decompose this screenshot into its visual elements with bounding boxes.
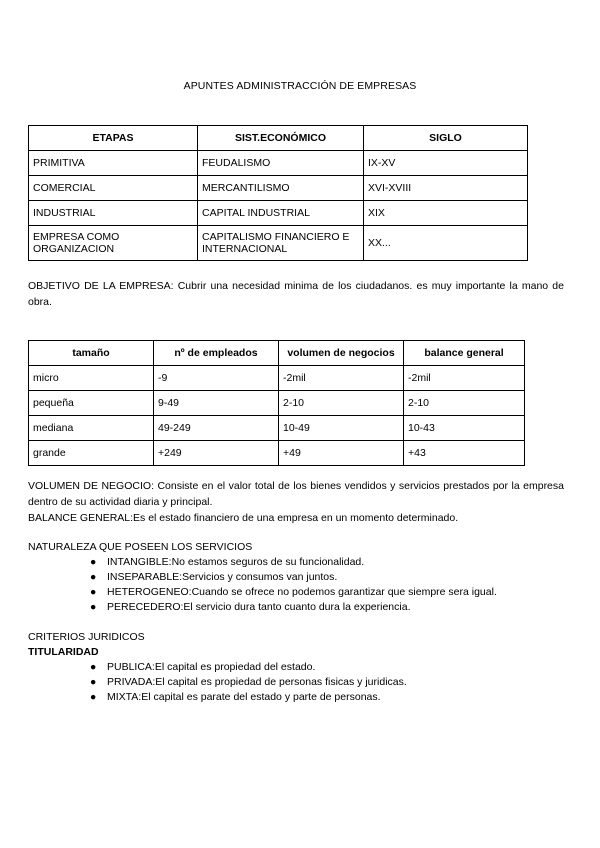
table-cell: EMPRESA COMO ORGANIZACION bbox=[29, 226, 198, 261]
table-cell: COMERCIAL bbox=[29, 176, 198, 201]
page-title: APUNTES ADMINISTRACCIÓN DE EMPRESAS bbox=[183, 80, 417, 92]
bullet-icon: ● bbox=[90, 691, 97, 703]
table-row bbox=[29, 176, 528, 201]
list-item bbox=[90, 555, 497, 570]
table-cell: CAPITAL INDUSTRIAL bbox=[198, 201, 364, 226]
naturaleza-list bbox=[90, 555, 497, 615]
balance-paragraph: BALANCE GENERAL:Es el estado financiero de una empresa en un momento determinado. bbox=[28, 512, 459, 524]
table-cell: 2-10 bbox=[279, 391, 404, 416]
list-item-text: PRIVADA:El capital es propiedad de personas fisicas y juridicas. bbox=[107, 676, 407, 688]
list-item-text: HETEROGENEO:Cuando se ofrece no podemos garantizar que siempre sera igual. bbox=[107, 586, 497, 598]
table-row bbox=[29, 151, 528, 176]
list-item bbox=[90, 600, 497, 615]
bullet-icon: ● bbox=[90, 676, 97, 688]
list-item bbox=[90, 660, 407, 675]
table-header-row bbox=[29, 341, 525, 366]
table-cell: -2mil bbox=[404, 366, 525, 391]
table-row bbox=[29, 441, 525, 466]
table-cell: 2-10 bbox=[404, 391, 525, 416]
table-cell: 10-43 bbox=[404, 416, 525, 441]
table-row bbox=[29, 201, 528, 226]
table-cell: mediana bbox=[29, 416, 154, 441]
bullet-icon: ● bbox=[90, 586, 97, 598]
table-cell: 10-49 bbox=[279, 416, 404, 441]
list-item-text: INTANGIBLE:No estamos seguros de su funcionalidad. bbox=[107, 556, 365, 568]
table-header-row bbox=[29, 126, 528, 151]
table-cell: 49-249 bbox=[154, 416, 279, 441]
list-item bbox=[90, 690, 407, 705]
table-cell: +49 bbox=[279, 441, 404, 466]
titularidad-subheading: TITULARIDAD bbox=[28, 646, 99, 658]
table-cell: +43 bbox=[404, 441, 525, 466]
column-header: tamaño bbox=[29, 341, 154, 366]
column-header: SIGLO bbox=[364, 126, 528, 151]
table-cell: -2mil bbox=[279, 366, 404, 391]
table-cell: -9 bbox=[154, 366, 279, 391]
table-cell: FEUDALISMO bbox=[198, 151, 364, 176]
column-header: balance general bbox=[404, 341, 525, 366]
list-item-text: PERECEDERO:El servicio dura tanto cuanto dura la experiencia. bbox=[107, 601, 411, 613]
list-item bbox=[90, 585, 497, 600]
table-cell: grande bbox=[29, 441, 154, 466]
naturaleza-heading: NATURALEZA QUE POSEEN LOS SERVICIOS bbox=[28, 541, 253, 553]
list-item-text: MIXTA:El capital es parate del estado y parte de personas. bbox=[107, 691, 381, 703]
table-cell: XIX bbox=[364, 201, 528, 226]
table-cell: pequeña bbox=[29, 391, 154, 416]
table-cell: IX-XV bbox=[364, 151, 528, 176]
table-cell: +249 bbox=[154, 441, 279, 466]
table-cell: MERCANTILISMO bbox=[198, 176, 364, 201]
table-cell: 9-49 bbox=[154, 391, 279, 416]
etapas-table bbox=[28, 125, 528, 261]
table-row bbox=[29, 366, 525, 391]
table-cell: INDUSTRIAL bbox=[29, 201, 198, 226]
tamano-table bbox=[28, 340, 525, 466]
list-item-text: INSEPARABLE:Servicios y consumos van juntos. bbox=[107, 571, 338, 583]
bullet-icon: ● bbox=[90, 556, 97, 568]
volumen-paragraph: VOLUMEN DE NEGOCIO: Consiste en el valor total de los bienes vendidos y servicios prestados por la empresa dentro de su actividad diaria y principal. bbox=[28, 480, 564, 508]
column-header: volumen de negocios bbox=[279, 341, 404, 366]
table-cell: CAPITALISMO FINANCIERO E INTERNACIONAL bbox=[198, 226, 364, 261]
column-header: SIST.ECONÓMICO bbox=[198, 126, 364, 151]
bullet-icon: ● bbox=[90, 571, 97, 583]
table-row bbox=[29, 226, 528, 261]
titularidad-list bbox=[90, 660, 407, 705]
objetivo-paragraph: OBJETIVO DE LA EMPRESA: Cubrir una necesidad minima de los ciudadanos. es muy importante la mano de obra. bbox=[28, 280, 564, 308]
criterios-heading: CRITERIOS JURIDICOS bbox=[28, 631, 145, 643]
list-item-text: PUBLICA:El capital es propiedad del estado. bbox=[107, 661, 316, 673]
column-header: ETAPAS bbox=[29, 126, 198, 151]
bullet-icon: ● bbox=[90, 601, 97, 613]
table-cell: XVI-XVIII bbox=[364, 176, 528, 201]
column-header: nº de empleados bbox=[154, 341, 279, 366]
table-row bbox=[29, 391, 525, 416]
bullet-icon: ● bbox=[90, 661, 97, 673]
table-cell: XX... bbox=[364, 226, 528, 261]
table-cell: micro bbox=[29, 366, 154, 391]
list-item bbox=[90, 675, 407, 690]
table-cell: PRIMITIVA bbox=[29, 151, 198, 176]
list-item bbox=[90, 570, 497, 585]
table-row bbox=[29, 416, 525, 441]
